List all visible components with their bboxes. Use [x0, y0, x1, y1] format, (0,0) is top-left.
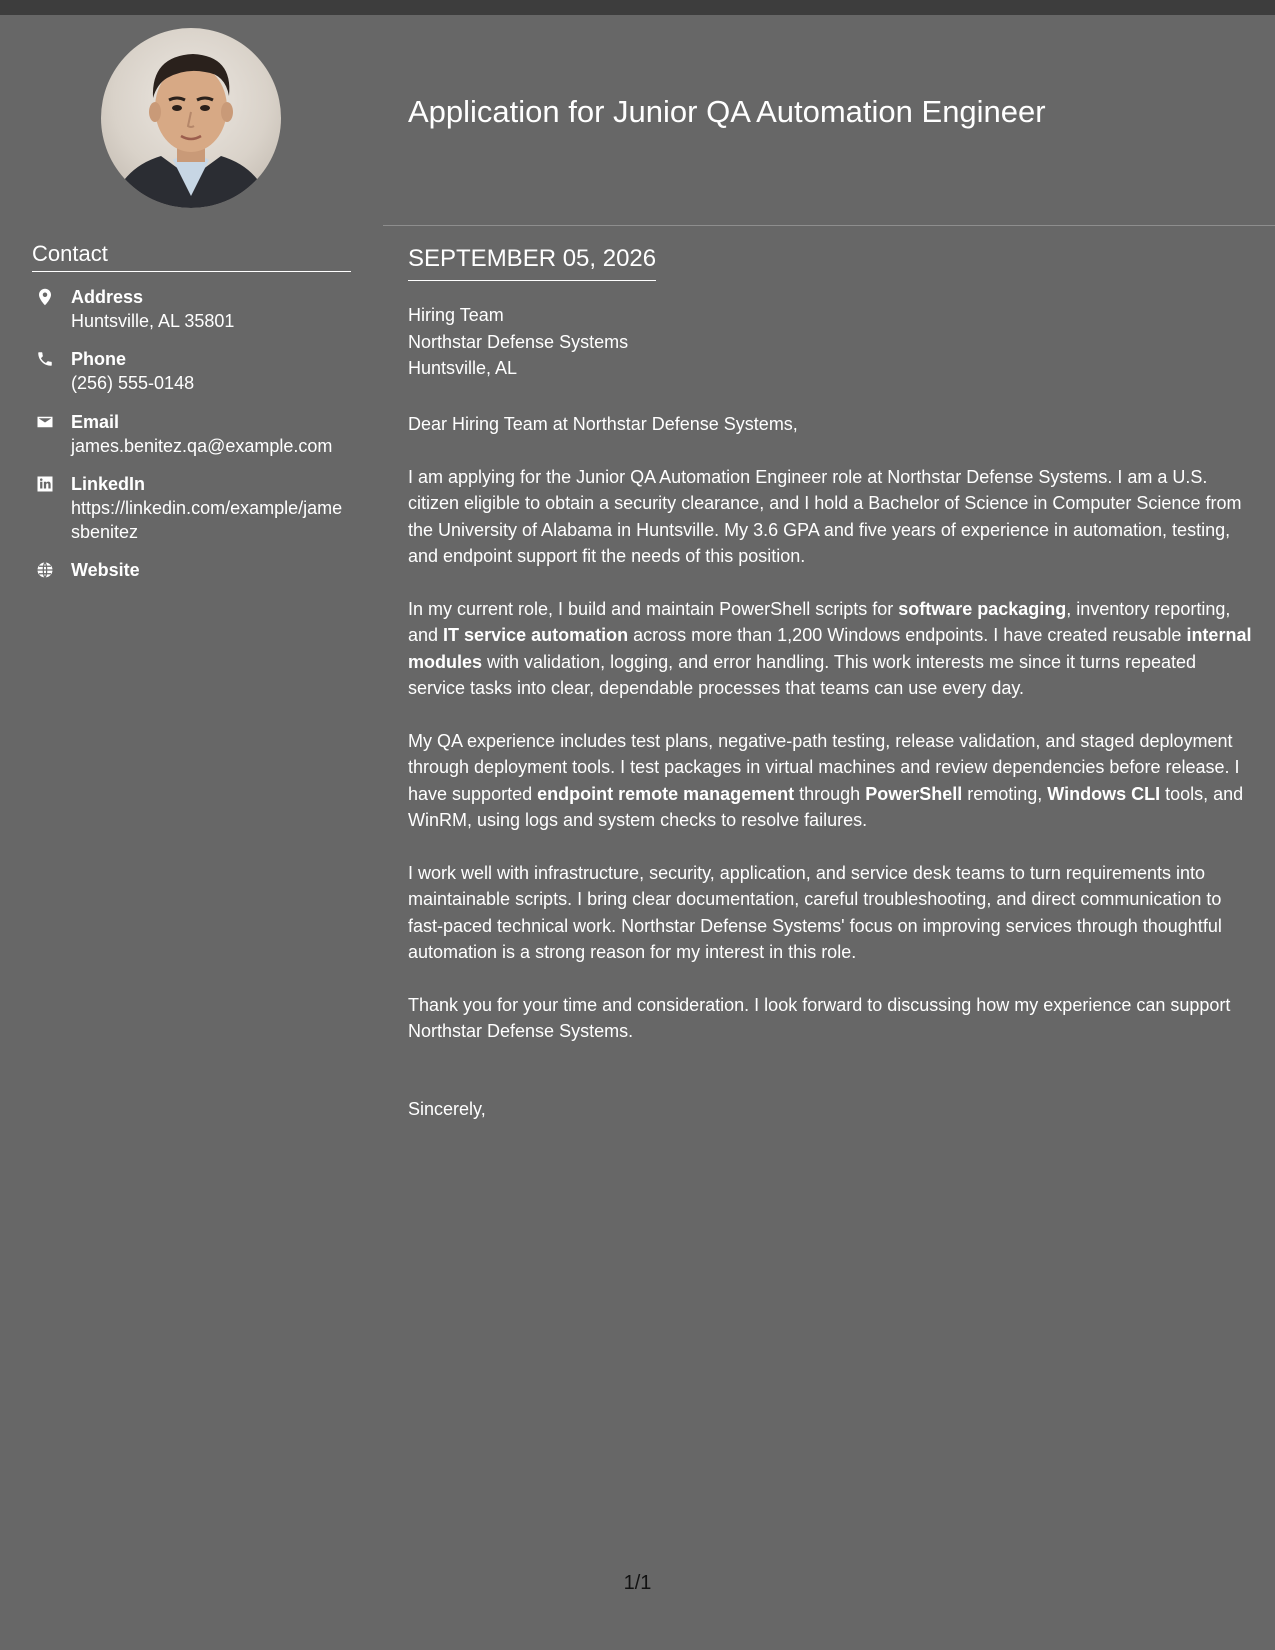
paragraph-current-role: In my current role, I build and maintain PowerShell scripts for software packaging, inventory reporting, and IT service automation across more than 1,200 Windows endpoints. I have created reusable internal modules with validation, logging, and error handling. This work interests me since it turns repeated service tasks into clear, dependable processes that teams can use every day. [408, 598, 1252, 698]
contact-phone-value: (256) 555-0148 [71, 373, 195, 393]
highlight: software packaging [898, 598, 1067, 619]
highlight: internal modules [408, 625, 1252, 672]
letter-date: SEPTEMBER 05, 2026 [408, 244, 656, 281]
avatar [101, 28, 281, 208]
top-bar [0, 0, 1275, 15]
page-title: Application for Junior QA Automation Engineer [408, 94, 1046, 129]
recipient-block [408, 302, 628, 382]
sidebar [0, 15, 383, 1650]
paragraph-intro: I am applying for the Junior QA Automation Engineer role at Northstar Defense Systems. I am a U.S. citizen eligible to obtain a security clearance, and I hold a Bachelor of Science in Computer Science from the University of Alabama in Huntsville. My 3.6 GPA and five years of experience in automation, testing, and endpoint support fit the needs of this position. [408, 466, 1242, 566]
contact-address-label: Address [71, 287, 144, 307]
contact-address-value: Huntsville, AL 35801 [71, 311, 235, 331]
recipient-line: Huntsville, AL [408, 358, 518, 378]
contact-phone-label: Phone [71, 349, 127, 369]
contact-linkedin-label: LinkedIn [71, 474, 146, 494]
envelope-icon [36, 413, 54, 431]
highlight: Windows CLI [1047, 783, 1161, 804]
contact-linkedin-value[interactable]: https://linkedin.com/example/jamesbenitez [71, 498, 343, 542]
contact-website-label[interactable]: Website [71, 560, 140, 580]
linkedin-icon [36, 475, 54, 493]
paragraph-qa-experience: My QA experience includes test plans, negative-path testing, release validation, and staged deployment through deployment tools. I test packages in virtual machines and review dependencies before release. I have supported endpoint remote management through PowerShell remoting, Windows CLI tools, and WinRM, using logs and system checks to resolve failures. [408, 730, 1244, 830]
highlight: PowerShell [865, 783, 963, 804]
globe-icon [36, 561, 54, 579]
salutation: Dear Hiring Team at Northstar Defense Systems, [408, 414, 798, 434]
contact-email-label: Email [71, 412, 120, 432]
paragraph-thanks: Thank you for your time and consideration. I look forward to discussing how my experience can support Northstar Defense Systems. [408, 994, 1231, 1041]
letter-body [408, 411, 1253, 1071]
portrait-photo [101, 28, 281, 208]
recipient-line: Northstar Defense Systems [408, 331, 629, 352]
map-pin-icon [36, 288, 54, 306]
header-divider [383, 225, 1275, 226]
highlight: IT service automation [443, 625, 629, 645]
page-number: 1/1 [623, 1572, 652, 1594]
paragraph-teamwork: I work well with infrastructure, security, application, and service desk teams to turn requirements into maintainable scripts. I bring clear documentation, careful troubleshooting, and direct communication to fast-paced technical work. Northstar Defense Systems' focus on improving services through thoughtful automation is a strong reason for my interest in this role. [408, 862, 1222, 962]
closing: Sincerely, [408, 1099, 486, 1119]
recipient-line: Hiring Team [408, 305, 504, 325]
contact-email-value[interactable]: james.benitez.qa@example.com [71, 436, 333, 456]
contact-heading: Contact [32, 241, 351, 272]
highlight: endpoint remote management [537, 783, 795, 804]
phone-icon [36, 350, 54, 368]
